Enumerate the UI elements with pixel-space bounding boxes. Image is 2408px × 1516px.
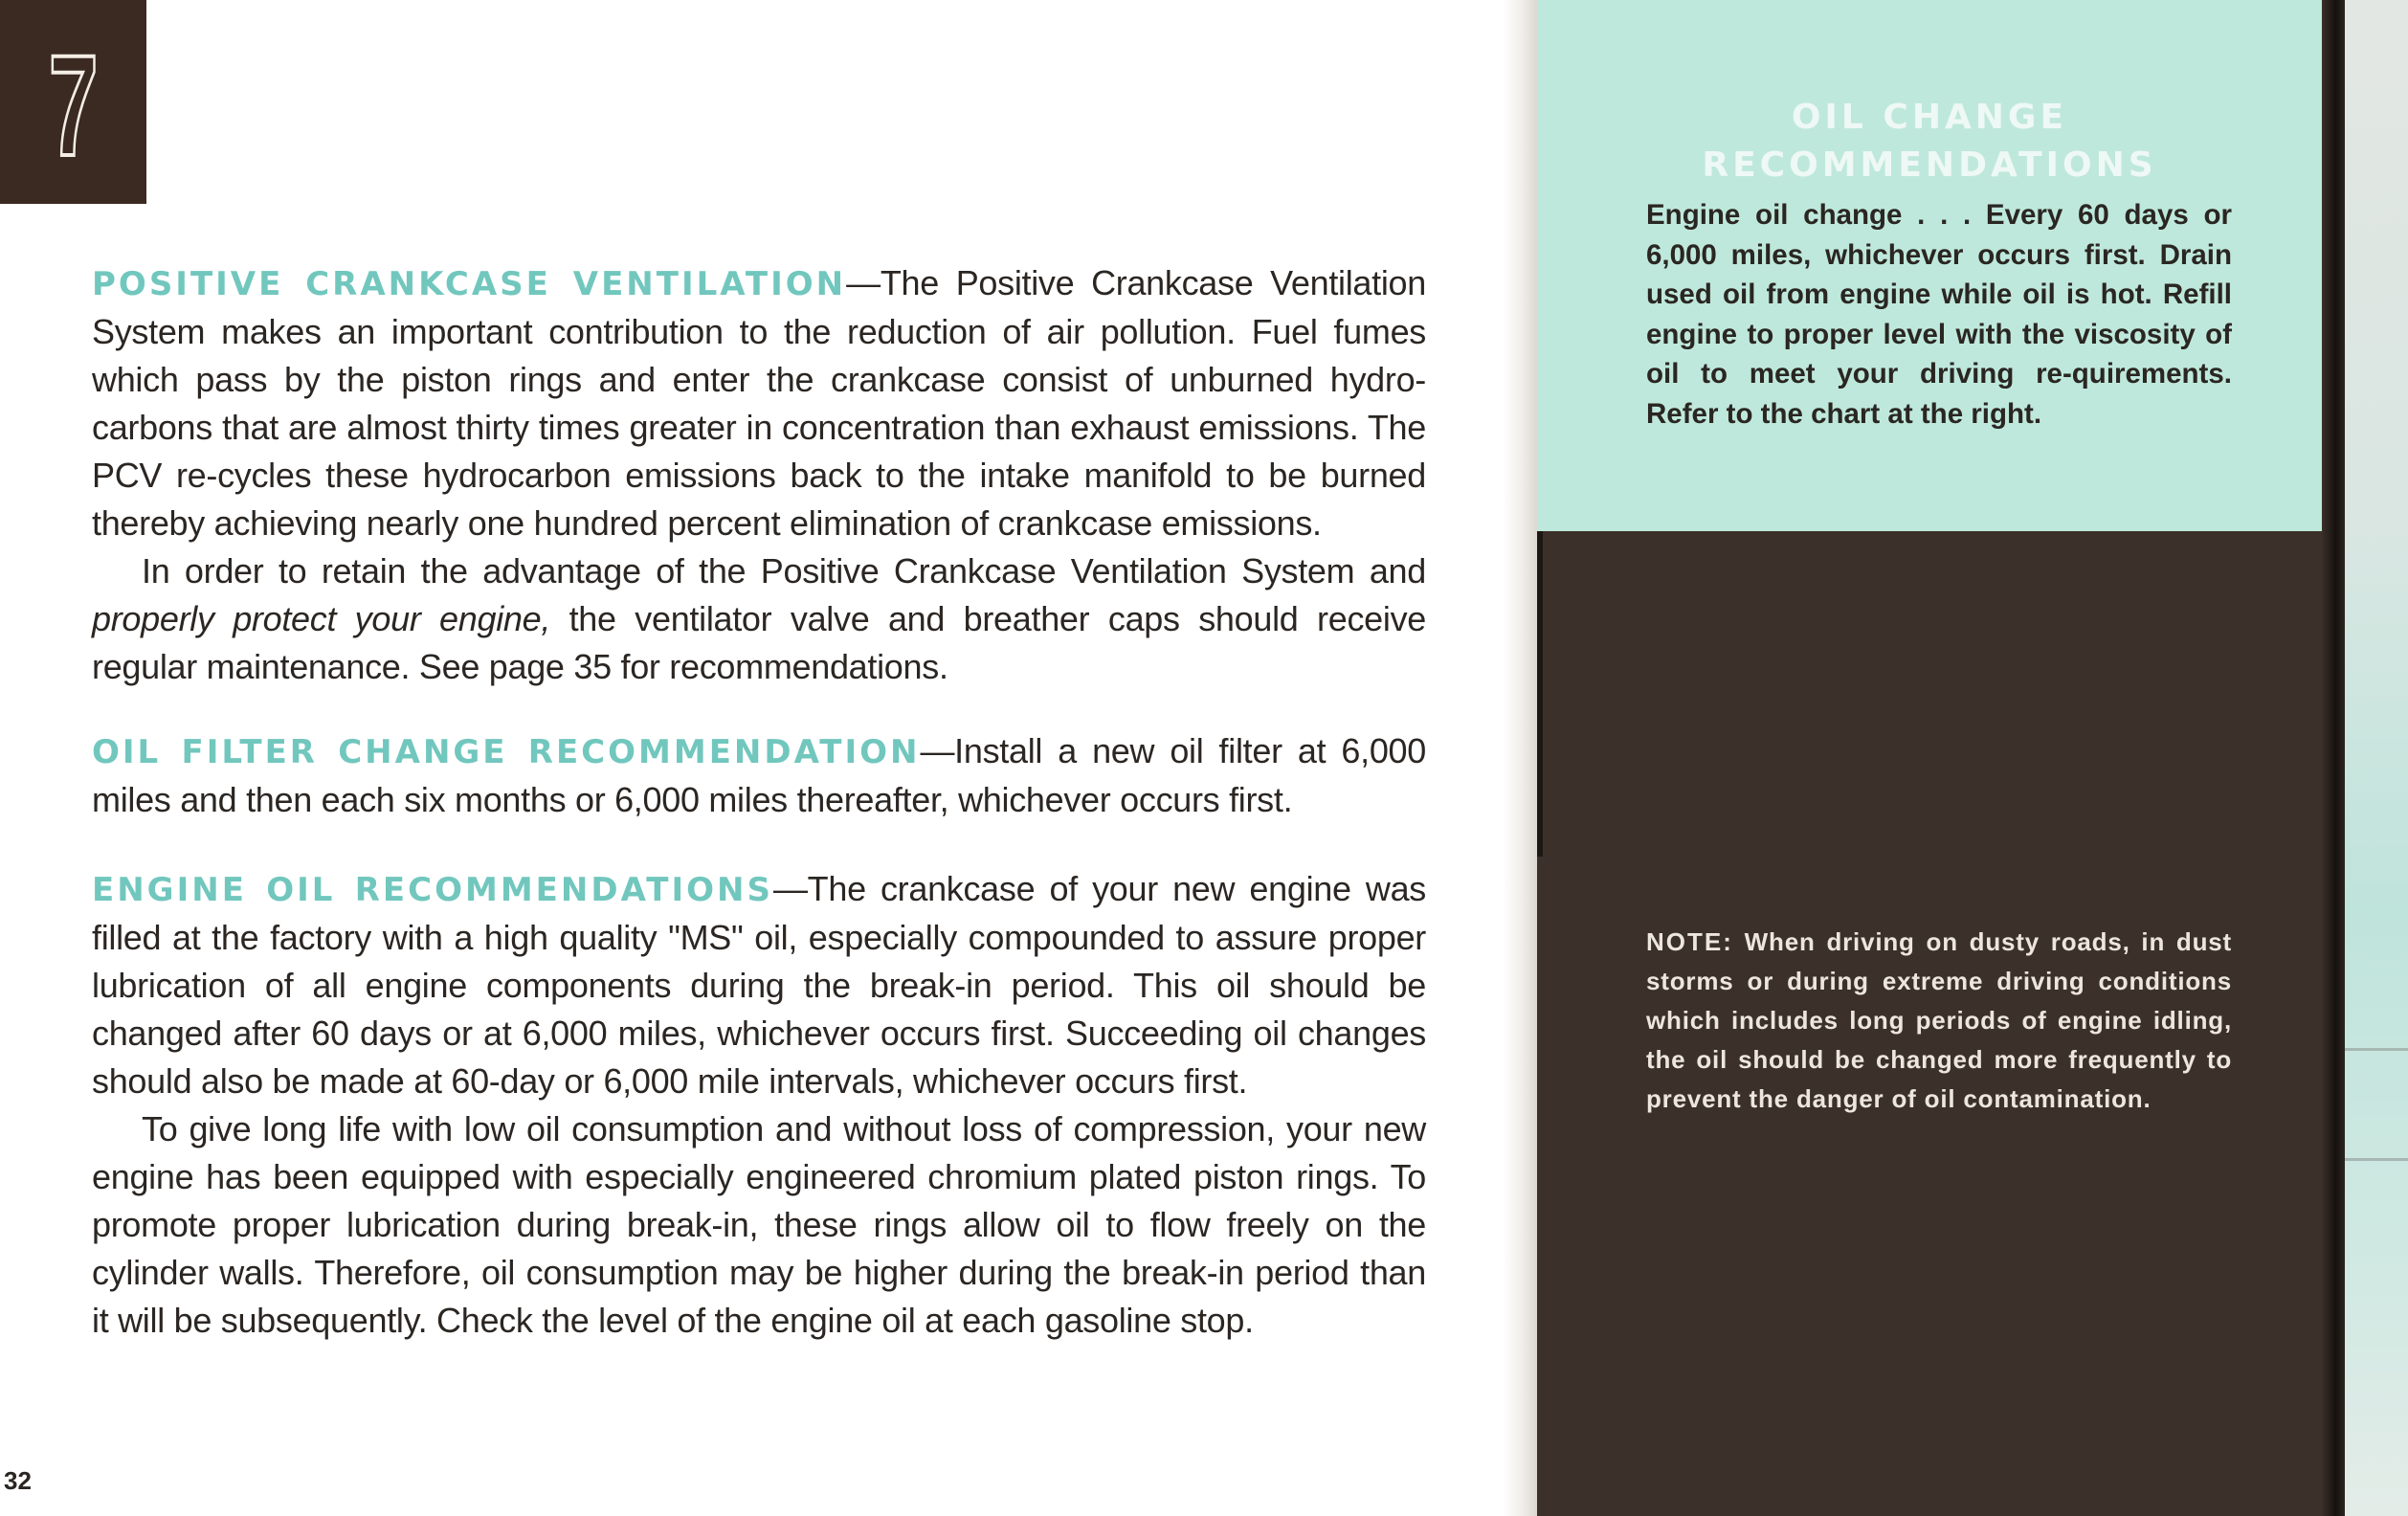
box-title-line-1: OIL CHANGE xyxy=(1791,98,2068,137)
adjacent-page-line xyxy=(2345,1048,2408,1051)
oil-change-box xyxy=(1537,0,2322,531)
page-number: 32 xyxy=(4,1466,32,1495)
box-title-line-2: RECOMMENDATIONS xyxy=(1702,145,2157,185)
chapter-tab xyxy=(0,0,146,204)
adjacent-page-line xyxy=(2345,1158,2408,1161)
note-text-block xyxy=(1646,923,2232,1119)
section-oil-filter xyxy=(92,727,1426,824)
pcv-p2-end: the ventilator valve and breather caps should receive regular maintenance. See page 35 for recommendations. xyxy=(92,599,1427,686)
chapter-number: 7 xyxy=(48,24,99,186)
oil-change-box-title xyxy=(1537,94,2322,190)
panel-edge xyxy=(1537,531,1543,857)
section-engine-oil xyxy=(92,865,1426,1345)
oil-filter-paragraph xyxy=(92,727,1426,824)
pcv-paragraph-2 xyxy=(92,547,1426,691)
pcv-heading: POSITIVE CRANKCASE VENTILATION xyxy=(92,265,847,303)
pcv-p2-start: In order to retain the advantage of the Positive Crankcase Ventilation System and xyxy=(142,551,1426,591)
note-text: When driving on dusty roads, in dust storms or during extreme driving conditions which includes long periods of engine idling, the oil should be changed more frequently to prevent the danger of oil contamination. xyxy=(1646,927,2232,1113)
note-label: NOTE: xyxy=(1646,927,1733,956)
engine-oil-heading: ENGINE OIL RECOMMENDATIONS xyxy=(92,871,773,909)
oil-change-box-body: Engine oil change . . . Every 60 days or 6,000 miles, whichever occurs first. Drain used oil from engine while oil is hot. Refill engine to proper level with the viscosity of oil to meet your driving re-quirements. Refer to the chart at the right. xyxy=(1646,199,2232,430)
adjacent-page-edge xyxy=(2345,0,2408,1516)
section-positive-crankcase-ventilation xyxy=(92,259,1426,691)
page-gutter xyxy=(1503,0,1537,1516)
engine-oil-paragraph-1 xyxy=(92,865,1426,1105)
pcv-text: —The Positive Crankcase Ventilation System makes an important contribution to the reduction of air pollution. Fuel fumes which pass by the piston rings and enter the crankcase consist of unburned hydro-carbons that are almost thirty times greater in concentration than exhaust emissions. The PCV re-cycles these hydrocarbon emissions back to the intake manifold to be burned thereby achieving nearly one hundred percent elimination of crankcase emissions. xyxy=(92,263,1427,543)
page-shadow xyxy=(2322,0,2345,1516)
engine-oil-text: —The crankcase of your new engine was filled at the factory with a high quality "MS" oil, especially compounded to assure proper lubrication of all engine components during the break-in period. This oil should be changed after 60 days or at 6,000 miles, whichever occurs first. Succeeding oil changes should also be made at 60-day or 6,000 mile intervals, whichever occurs first. xyxy=(92,869,1426,1101)
pcv-p2-emphasis: properly protect your engine, xyxy=(92,599,551,638)
engine-oil-paragraph-2: To give long life with low oil consumption and without loss of compression, your new engine has been equipped with especially engineered chromium plated piston rings. To promote proper lubrication during break-in, these rings allow oil to flow freely on the cylinder walls. Therefore, oil consumption may be higher during the break-in period than it will be subsequently. Check the level of the engine oil at each gasoline stop. xyxy=(92,1109,1426,1340)
pcv-paragraph-1 xyxy=(92,259,1426,547)
right-page xyxy=(1537,0,2322,1516)
oil-filter-heading: OIL FILTER CHANGE RECOMMENDATION xyxy=(92,733,921,771)
oil-filter-text: —Install a new oil filter at 6,000 miles and then each six months or 6,000 miles thereafter, whichever occurs first. xyxy=(92,731,1426,819)
